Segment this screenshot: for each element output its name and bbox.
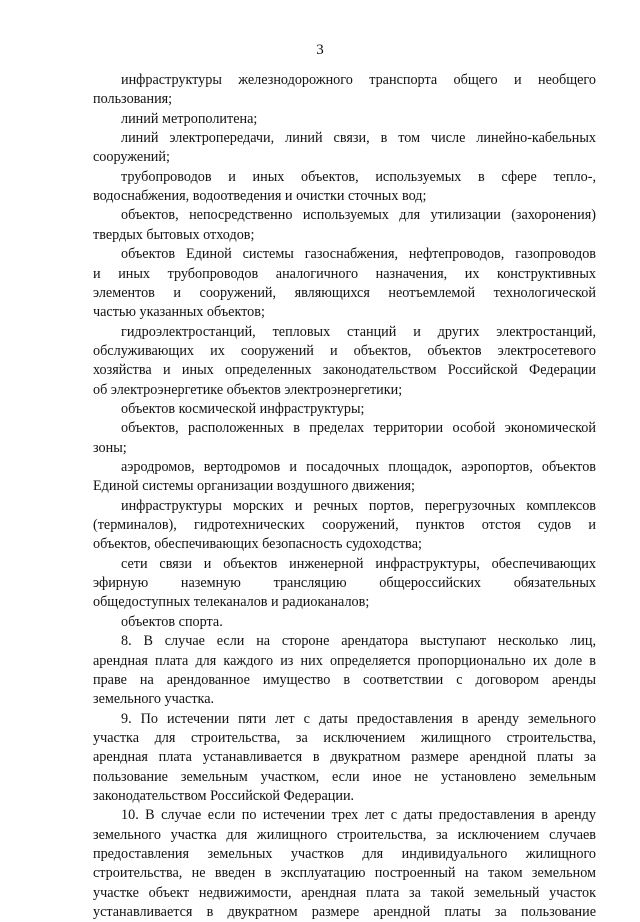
text-line: гидроэлектростанций, тепловых станций и других электростанций, (121, 324, 596, 340)
text-line: объектов космической инфраструктуры; (121, 401, 365, 417)
text-line: 9. По истечении пяти лет с даты предоставления в аренду земельного (121, 711, 596, 727)
text-line: аэродромов, вертодромов и посадочных площадок, аэропортов, объектов (121, 459, 596, 475)
text-line: линий электропередачи, линий связи, в том числе линейно-кабельных (121, 130, 596, 146)
text-line: зоны; (93, 440, 127, 456)
text-line: праве на арендованное имущество в соответствии с договором аренды (93, 672, 596, 688)
text-line: строительства, не введен в эксплуатацию построенный на таком земельном (93, 865, 596, 881)
text-line: и иных трубопроводов аналогичного назначения, их конструктивных (93, 266, 596, 282)
text-line: земельного участка для жилищного строительства, за исключением случаев (93, 827, 596, 843)
text-line: сети связи и объектов инженерной инфраструктуры, обеспечивающих (121, 556, 596, 572)
text-line: объектов спорта. (121, 614, 223, 630)
text-line: инфраструктуры железнодорожного транспорта общего и необщего (121, 72, 596, 88)
text-line: частью указанных объектов; (93, 304, 265, 320)
text-line: пользования; (93, 91, 173, 107)
text-line: устанавливается в двукратном размере арендной платы за пользование (93, 904, 596, 920)
text-line: (терминалов), гидротехнических сооружений, пунктов отстоя судов и (93, 517, 596, 533)
text-line: объектов, расположенных в пределах территории особой экономической (121, 420, 596, 436)
text-line: инфраструктуры морских и речных портов, перегрузочных комплексов (121, 498, 596, 514)
text-line: законодательством Российской Федерации. (93, 788, 355, 804)
text-line: твердых бытовых отходов; (93, 227, 255, 243)
text-line: участке объект недвижимости, арендная плата за такой земельный участок (93, 885, 596, 901)
text-line: обслуживающих их сооружений и объектов, объектов электросетевого (93, 343, 596, 359)
text-line: участка для строительства, за исключением жилищного строительства, (93, 730, 596, 746)
text-line: пользование земельным участком, если иное не установлено земельным (93, 769, 596, 785)
text-line: 10. В случае если по истечении трех лет с даты предоставления в аренду (121, 807, 596, 823)
text-line: объектов, обеспечивающих безопасность судоходства; (93, 536, 422, 552)
text-line: водоснабжения, водоотведения и очистки сточных вод; (93, 188, 427, 204)
text-line: арендная плата для каждого из них определяется пропорционально их доле в (93, 653, 596, 669)
page-number: 3 (316, 42, 324, 58)
text-line: об электроэнергетике объектов электроэнергетики; (93, 382, 403, 398)
text-line: Единой системы организации воздушного движения; (93, 478, 415, 494)
text-line: эфирную наземную трансляцию общероссийских обязательных (93, 575, 596, 591)
text-line: земельного участка. (93, 691, 215, 707)
text-line: сооружений; (93, 149, 170, 165)
text-line: трубопроводов и иных объектов, используемых в сфере тепло-, (121, 169, 596, 185)
text-line: линий метрополитена; (121, 111, 258, 127)
text-line: объектов, непосредственно используемых для утилизации (захоронения) (121, 207, 596, 223)
text-line: объектов Единой системы газоснабжения, нефтепроводов, газопроводов (121, 246, 596, 262)
text-line: арендная плата устанавливается в двукратном размере арендной платы за (93, 749, 596, 765)
text-line: общедоступных телеканалов и радиоканалов; (93, 594, 370, 610)
text-line: 8. В случае если на стороне арендатора выступают несколько лиц, (121, 633, 596, 649)
text-line: элементов и сооружений, являющихся неотъемлемой технологической (93, 285, 596, 301)
text-line: предоставления земельных участков для индивидуального жилищного (93, 846, 596, 862)
text-line: хозяйства и иных определенных законодательством Российской Федерации (93, 362, 596, 378)
